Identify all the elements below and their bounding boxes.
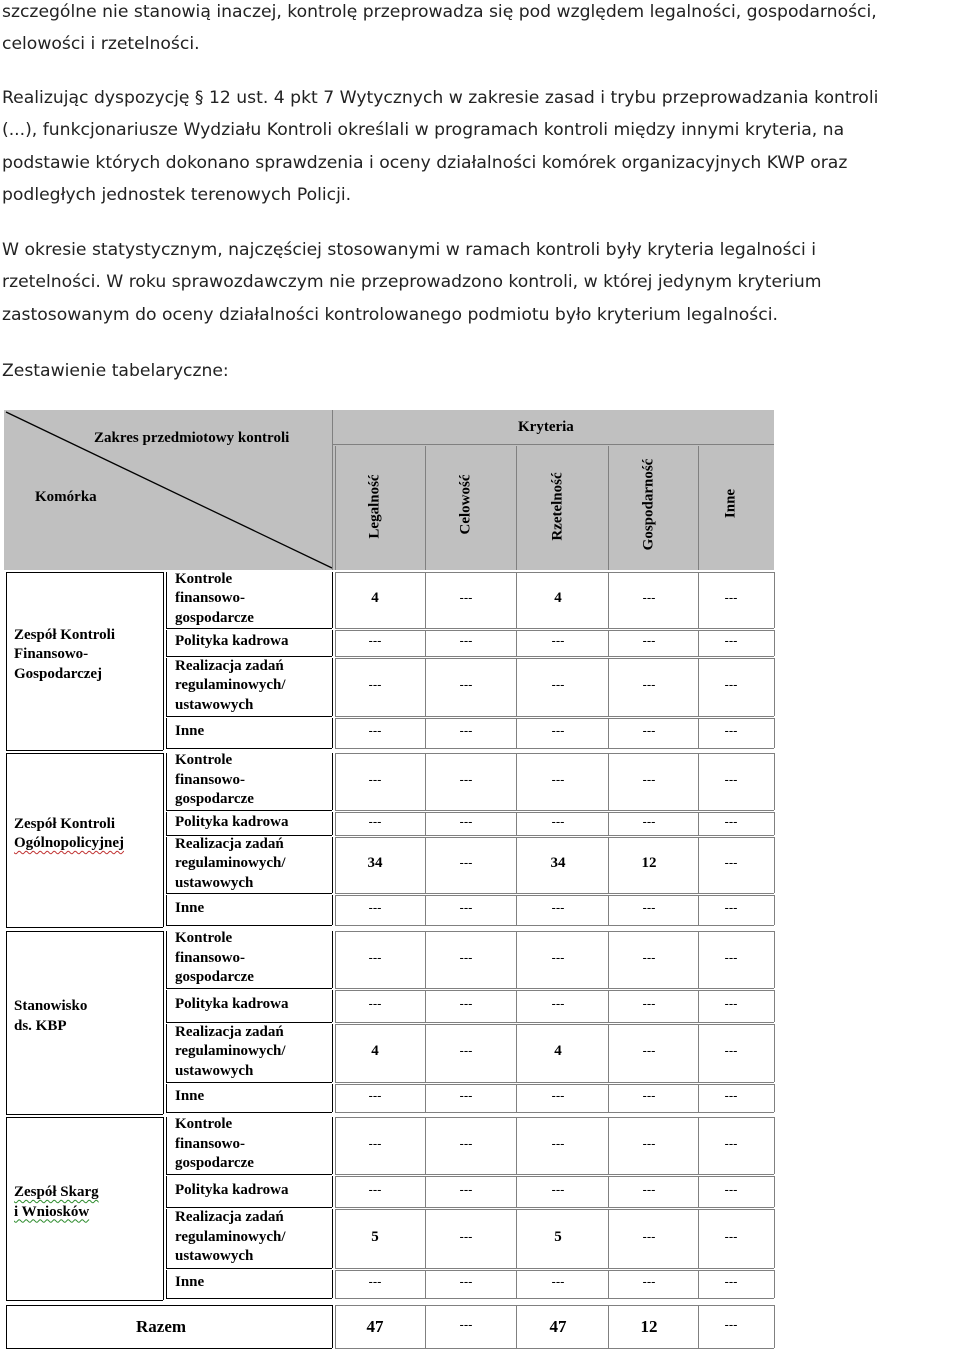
row-label-border (166, 990, 167, 1022)
row-label-border (166, 837, 167, 893)
row-label-border (166, 753, 167, 810)
row-label-line: Polityka kadrowa (175, 813, 289, 830)
data-grid-line (335, 925, 774, 926)
unit-name-line: i Wniosków (14, 1203, 90, 1220)
table-cell-value: --- (459, 949, 473, 965)
table-cell-value: --- (551, 900, 565, 915)
data-grid-line (335, 837, 774, 838)
table-cell-value: --- (724, 949, 738, 965)
row-label-line: gospodarcze (175, 609, 254, 626)
table-cell-value: --- (459, 813, 473, 829)
row-label-line: ustawowych (175, 874, 254, 891)
header-grid-line (608, 446, 609, 570)
unit-cell-border (6, 750, 163, 751)
table-cell-value: --- (642, 590, 656, 605)
table-cell-value: --- (724, 900, 738, 915)
table-cell-value: --- (724, 813, 738, 829)
header-grid-line (698, 446, 699, 570)
data-grid-line (335, 988, 774, 989)
table-cell-value: --- (724, 1228, 738, 1244)
table-cell-value: --- (724, 677, 738, 692)
header-unit: Komórka (35, 489, 97, 505)
table-cell-value: --- (642, 813, 656, 829)
table-cell-value: --- (459, 590, 473, 605)
table-cell-value: 34 (550, 855, 566, 871)
row-label-border (166, 1117, 167, 1174)
paragraph-line: zastosowanym do oceny działalności kontrolowanego podmiotu było kryterium legalności. (2, 305, 778, 325)
data-grid-line (335, 748, 774, 749)
data-grid-line (335, 630, 774, 631)
paragraph-line: szczególne nie stanowią inaczej, kontrolę przeprowadza się pod względem legalności, gospodarności, (2, 2, 877, 22)
data-grid-line (335, 1082, 774, 1083)
data-grid-line (335, 718, 774, 719)
row-label-line: finansowo- (175, 949, 246, 966)
row-label-line: gospodarcze (175, 791, 254, 808)
table-cell-value: --- (551, 1088, 565, 1103)
data-grid-line (335, 1268, 774, 1269)
row-label-border (166, 988, 332, 989)
table-cell-value: --- (551, 1135, 565, 1151)
table-cell-value: 4 (371, 590, 379, 606)
table-cell-value: --- (459, 855, 473, 870)
criteria-header-label: Legalność (366, 474, 383, 539)
row-label-line: finansowo- (175, 590, 246, 607)
table-cell-value: --- (551, 996, 565, 1011)
table-cell-value: --- (724, 1181, 738, 1197)
row-label-line: Inne (175, 900, 205, 917)
data-grid-line (335, 1117, 774, 1118)
total-row-border (6, 1348, 332, 1349)
row-label-line: Realizacja zadań (175, 835, 284, 852)
table-cell-value: --- (642, 996, 656, 1011)
row-label-border (166, 630, 167, 656)
table-cell-value: --- (642, 1228, 656, 1244)
total-row-border (6, 1305, 7, 1348)
table-cell-value: 4 (554, 590, 562, 606)
row-label-line: regulaminowych/ (175, 1228, 286, 1245)
unit-cell-border (163, 753, 164, 927)
row-label-line: regulaminowych/ (175, 855, 286, 872)
row-label-border (166, 572, 167, 628)
table-cell-value: --- (551, 1274, 565, 1289)
table-cell-value: --- (368, 633, 382, 648)
row-label-line: finansowo- (175, 1135, 246, 1152)
row-label-line: regulaminowych/ (175, 677, 286, 694)
row-label-border (166, 925, 332, 926)
table-cell-value: --- (459, 1043, 473, 1058)
row-label-line: Inne (175, 723, 205, 740)
row-label-border (166, 716, 332, 717)
row-label-line: ustawowych (175, 696, 254, 713)
table-cell-value: 12 (641, 855, 657, 871)
row-label-line: Polityka kadrowa (175, 1181, 289, 1198)
data-grid-line (335, 572, 774, 573)
table-cell-value: --- (551, 813, 565, 829)
paragraph-line: rzetelności. W roku sprawozdawczym nie przeprowadzono kontroli, w której jedynym kryterium (2, 272, 822, 292)
table-cell-value: --- (724, 1088, 738, 1103)
row-label-line: Kontrole (175, 1116, 233, 1133)
data-grid-line (335, 990, 774, 991)
paragraph-line: podległych jednostek terenowych Policji. (2, 185, 352, 205)
row-label-border (166, 1176, 167, 1207)
table-cell-value: --- (724, 723, 738, 738)
table-cell-value: --- (724, 1274, 738, 1289)
row-label-line: Kontrole (175, 752, 233, 769)
row-label-border (166, 810, 332, 811)
total-value: --- (724, 1317, 738, 1332)
table-cell-value: --- (724, 633, 738, 648)
data-grid-line (335, 931, 774, 932)
table-cell-value: --- (368, 677, 382, 692)
table-cell-value: --- (551, 677, 565, 692)
unit-name-line: ds. KBP (14, 1017, 67, 1034)
table-cell-value: 34 (367, 855, 383, 871)
row-label-line: gospodarcze (175, 1155, 254, 1172)
data-grid-line (335, 895, 774, 896)
row-label-border (166, 748, 332, 749)
data-grid-line (335, 1207, 774, 1208)
table-cell-value: --- (368, 813, 382, 829)
unit-cell-border (6, 931, 7, 1114)
row-label-line: Polityka kadrowa (175, 633, 289, 650)
table-cell-value: --- (459, 1088, 473, 1103)
data-grid-line (335, 1084, 774, 1085)
data-grid-line (335, 1305, 774, 1306)
row-label-line: Polityka kadrowa (175, 996, 289, 1013)
data-grid-line (335, 835, 774, 836)
row-label-line: Realizacja zadań (175, 657, 284, 674)
table-cell-value: --- (642, 1043, 656, 1058)
data-grid-line (335, 1270, 774, 1271)
header-grid-line (425, 446, 426, 570)
data-grid-line (335, 628, 774, 629)
row-label-border (166, 1084, 167, 1112)
unit-name-line: Zespół Kontroli (14, 626, 115, 643)
total-value: 47 (549, 1317, 567, 1336)
data-grid-line (335, 1174, 774, 1175)
table-cell-value: --- (368, 949, 382, 965)
table-cell-value: --- (642, 1135, 656, 1151)
row-label-border (166, 931, 167, 988)
table-cell-value: --- (642, 1181, 656, 1197)
table-cell-value: --- (642, 677, 656, 692)
row-label-border (166, 1024, 167, 1082)
row-label-line: finansowo- (175, 771, 246, 788)
criteria-header-label: Gospodarność (640, 458, 657, 551)
criteria-header-label: Rzetelność (549, 472, 566, 541)
table-cell-value: --- (368, 1088, 382, 1103)
unit-cell-border (163, 1117, 164, 1300)
header-criteria: Kryteria (518, 419, 574, 435)
unit-cell-border (6, 753, 7, 927)
row-label-border (166, 718, 167, 748)
row-label-line: Inne (175, 1088, 205, 1105)
criteria-header-label: Celowość (457, 474, 474, 535)
row-label-line: ustawowych (175, 1062, 254, 1079)
data-grid-line (335, 656, 774, 657)
table-cell-value: --- (459, 771, 473, 787)
paragraph-line: podstawie których dokonano sprawdzenia i oceny działalności komórek organizacyjnych KWP oraz (2, 153, 848, 173)
data-grid-line (335, 753, 774, 754)
row-label-line: Inne (175, 1274, 205, 1291)
table-cell-value: --- (551, 633, 565, 648)
unit-name-line: Zespół Kontroli (14, 815, 115, 832)
data-grid-line (335, 1348, 774, 1349)
row-label-line: Kontrole (175, 930, 233, 947)
table-cell-value: 4 (371, 1043, 379, 1059)
unit-cell-border (163, 572, 164, 750)
table-cell-value: --- (642, 771, 656, 787)
row-label-border (166, 1298, 332, 1299)
row-label-line: gospodarcze (175, 969, 254, 986)
unit-cell-border (6, 753, 163, 754)
row-label-border (166, 1174, 332, 1175)
table-cell-value: --- (642, 723, 656, 738)
row-label-border (166, 1112, 332, 1113)
table-cell-value: --- (724, 1043, 738, 1058)
table-cell-value: --- (368, 1135, 382, 1151)
table-cell-value: --- (459, 1181, 473, 1197)
unit-cell-border (6, 1117, 163, 1118)
total-row-border (6, 1305, 332, 1306)
unit-cell-border (6, 927, 163, 928)
criteria-header-label: Inne (722, 488, 739, 519)
row-label-border (166, 1082, 332, 1083)
table-cell-value: --- (642, 1274, 656, 1289)
table-cell-value: --- (724, 996, 738, 1011)
table-cell-value: --- (459, 900, 473, 915)
table-cell-value: --- (459, 677, 473, 692)
table-cell-value: --- (368, 1274, 382, 1289)
table-cell-value: --- (642, 633, 656, 648)
unit-name-line: Zespół Skarg (14, 1184, 99, 1200)
table-cell-value: --- (642, 900, 656, 915)
row-label-line: regulaminowych/ (175, 1043, 286, 1060)
data-grid-line (335, 1112, 774, 1113)
row-label-line: Kontrole (175, 570, 233, 587)
paragraph-line: celowości i rzetelności. (2, 34, 200, 54)
row-label-line: Realizacja zadań (175, 1209, 284, 1226)
header-scope: Zakres przedmiotowy kontroli (94, 430, 290, 446)
table-cell-value: --- (459, 996, 473, 1011)
unit-cell-border (6, 572, 7, 750)
table-cell-value: --- (724, 771, 738, 787)
unit-name-line: Gospodarczej (14, 665, 103, 682)
total-value: --- (459, 1317, 473, 1332)
row-label-line: ustawowych (175, 1248, 254, 1265)
row-label-border (166, 1209, 167, 1268)
unit-cell-border (6, 1117, 7, 1300)
table-intro: Zestawienie tabelaryczne: (2, 361, 229, 381)
table-cell-value: --- (724, 855, 738, 870)
table-cell-value: --- (368, 771, 382, 787)
data-grid-line (335, 1024, 774, 1025)
row-label-border (166, 895, 167, 925)
table-cell-value: --- (551, 1181, 565, 1197)
paragraph-line: W okresie statystycznym, najczęściej stosowanymi w ramach kontroli były kryteria legalności i (2, 240, 816, 260)
total-value: 12 (640, 1317, 658, 1336)
header-grid-line (335, 446, 336, 570)
unit-name-line: Ogólnopolicyjnej (14, 835, 125, 851)
data-grid-line (335, 658, 774, 659)
unit-cell-border (6, 1114, 163, 1115)
table-cell-value: --- (368, 723, 382, 738)
table-cell-value: --- (459, 1135, 473, 1151)
data-grid-line (335, 1022, 774, 1023)
table-cell-value: 5 (554, 1228, 562, 1245)
row-label-border (166, 658, 167, 716)
table-cell-value: --- (642, 949, 656, 965)
data-grid-line (335, 1298, 774, 1299)
header-grid-line (332, 410, 333, 570)
table-cell-value: --- (642, 1088, 656, 1103)
unit-name-line: Stanowisko (14, 998, 88, 1014)
paragraph-line: Realizując dyspozycję § 12 ust. 4 pkt 7 Wytycznych w zakresie zasad i trybu przeprowadzania kontroli (2, 88, 879, 108)
header-grid-line (516, 446, 517, 570)
table-cell-value: --- (551, 771, 565, 787)
table-cell-value: --- (724, 1135, 738, 1151)
table-cell-value: --- (459, 633, 473, 648)
unit-cell-border (6, 572, 163, 573)
table-cell-value: --- (368, 996, 382, 1011)
data-grid-line (335, 1209, 774, 1210)
table-cell-value: --- (724, 590, 738, 605)
header-grid-line (332, 444, 774, 445)
data-grid-line (335, 1176, 774, 1177)
row-label-border (166, 1268, 332, 1269)
table-cell-value: --- (551, 949, 565, 965)
unit-name-line: Finansowo- (14, 646, 89, 663)
table-cell-value: --- (368, 1181, 382, 1197)
total-label: Razem (136, 1317, 187, 1336)
data-grid-line (335, 810, 774, 811)
table-cell-value: 4 (554, 1043, 562, 1059)
paragraph-line: (...), funkcjonariusze Wydziału Kontroli określali w programach kontroli między innymi kryteria, na (2, 120, 845, 140)
total-value: 47 (366, 1317, 384, 1336)
table-cell-value: --- (551, 723, 565, 738)
table-cell-value: 5 (371, 1228, 379, 1245)
data-grid-line (335, 716, 774, 717)
row-label-border (166, 1270, 167, 1298)
table-cell-value: --- (459, 1228, 473, 1244)
row-label-line: Realizacja zadań (175, 1023, 284, 1040)
unit-cell-border (6, 931, 163, 932)
table-cell-value: --- (459, 723, 473, 738)
row-label-border (166, 812, 167, 835)
data-grid-line (335, 893, 774, 894)
table-cell-value: --- (368, 900, 382, 915)
table-cell-value: --- (459, 1274, 473, 1289)
unit-cell-border (6, 1300, 163, 1301)
unit-cell-border (163, 931, 164, 1114)
